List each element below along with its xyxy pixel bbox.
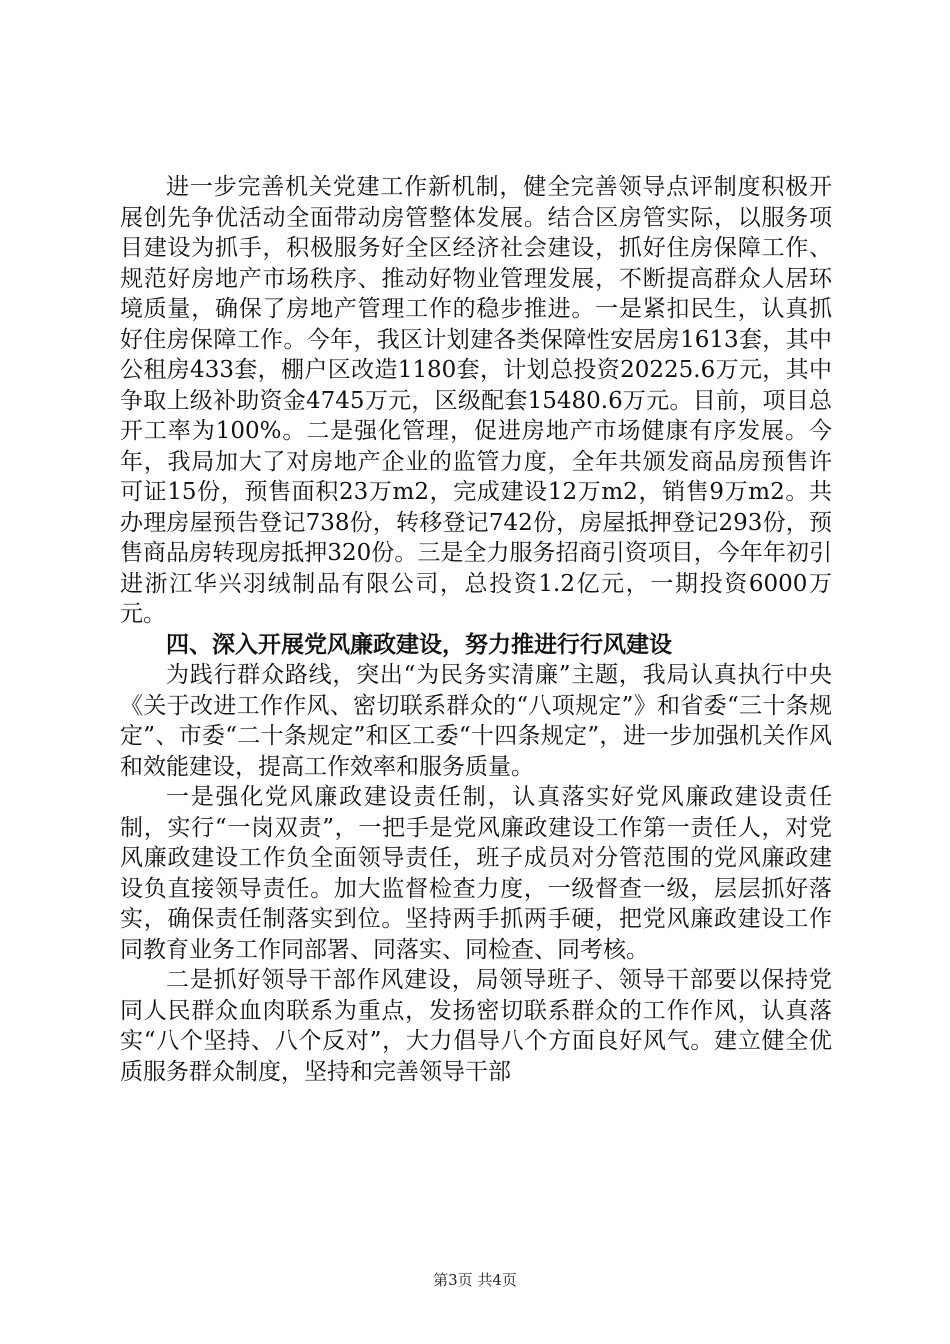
section-heading: 四、深入开展党风廉政建设，努力推进行行风建设 [166, 631, 672, 658]
paragraph-4: 二是抓好领导干部作风建设，局领导班子、领导干部要以保持党同人民群众血肉联系为重点，发扬密切联系群众的工作作风，认真落实“八个坚持、八个反对”，大力倡导八个方面良好风气。建立健全优质服务群众制度，坚持和完善领导干部 [120, 967, 832, 1085]
paragraph-3: 一是强化党风廉政建设责任制，认真落实好党风廉政建设责任制，实行“一岗双责”，一把手是党风廉政建设工作第一责任人，对党风廉政建设工作负全面领导责任，班子成员对分管范围的党风廉政建设负直接领导责任。加大监督检查力度，一级督查一级，层层抓好落实，确保责任制落实到位。坚持两手抓两手硬，把党风廉政建设工作同教育业务工作同部署、同落实、同检查、同考核。 [120, 784, 832, 963]
paragraph-1: 进一步完善机关党建工作新机制，健全完善领导点评制度积极开展创先争优活动全面带动房管整体发展。结合区房管实际，以服务项目建设为抓手，积极服务好全区经济社会建设，抓好住房保障工作、规范好房地产市场秩序、推动好物业管理发展，不断提高群众人居环境质量，确保了房地产管理工作的稳步推进。一是紧扣民生，认真抓好住房保障工作。今年，我区计划建各类保障性安居房1613套，其中公租房433套，棚户区改造1180套，计划总投资20225.6万元，其中争取上级补助资金4745万元，区级配套15480.6万元。目前，项目总开工率为100%。二是强化管理，促进房地产市场健康有序发展。今年，我局加大了对房地产企业的监管力度，全年共颁发商品房预售许可证15份，预售面积23万m2，完成建设12万m2，销售9万m2。共办理房屋预告登记738份，转移登记742份，房屋抵押登记293份，预售商品房转现房抵押320份。三是全力服务招商引资项目，今年年初引进浙江华兴羽绒制品有限公司，总投资1.2亿元，一期投资6000万元。 [120, 174, 832, 627]
paragraph-2: 为践行群众路线，突出“为民务实清廉”主题，我局认真执行中央《关于改进工作作风、密切联系群众的“八项规定”》和省委“三十条规定”、市委“二十条规定”和区工委“十四条规定”，进一步加强机关作风和效能建设，提高工作效率和服务质量。 [120, 662, 832, 780]
document-body [120, 172, 832, 1087]
page-number-footer: 第3页 共4页 [433, 1271, 517, 1289]
